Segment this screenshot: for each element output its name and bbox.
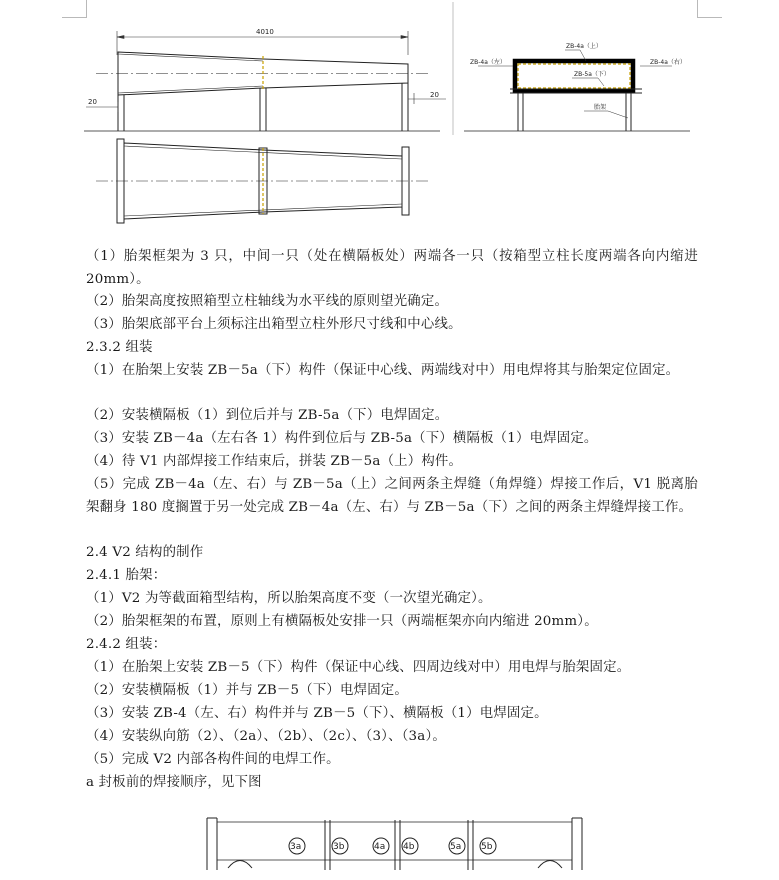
weld-label-4b: 4b (403, 842, 415, 852)
paragraph-6: （3）安装 ZB－4a（左右各 1）构件到位后与 ZB-5a（下）横隔板（1）电焊固定。 (86, 431, 598, 446)
paragraph-8: （5）完成 ZB－4a（左、右）与 ZB－5a（上）之间两条主焊缝（角焊缝）焊接工作后，V1 脱离胎架翻身 180 度搁置于另一处完成 ZB－4a（左、右）与 ZB－5a（下）之间的两条主焊缝焊接工作。 (86, 477, 698, 515)
label-zb4a-top: ZB-4a（上） (566, 43, 602, 50)
paragraph-3: （3）胎架底部平台上须标注出箱型立柱外形尺寸线和中心线。 (86, 317, 462, 332)
paragraph-11: （1）在胎架上安装 ZB－5（下）构件（保证中心线、四周边线对中）用电焊与胎架固定。 (86, 660, 631, 675)
label-zb5a-bottom: ZB-5a（下） (574, 71, 610, 78)
weld-label-5a: 5a (450, 842, 462, 852)
paragraph-16: a 封板前的焊接顺序，见下图 (86, 775, 262, 790)
figure-tapered-column (0, 0, 779, 240)
paragraph-10: （2）胎架框架的布置，原则上有横隔板处安排一只（两端框架亦向内缩进 20mm）。 (86, 614, 598, 629)
column-elevation (84, 52, 440, 131)
dimension-20-left-label: 20 (88, 98, 97, 106)
label-frame: 胎架 (594, 104, 607, 111)
paragraph-4: （1）在胎架上安装 ZB－5a（下）构件（保证中心线、两端线对中）用电焊将其与胎架定位固定。 (86, 363, 680, 378)
paragraph-9: （1）V2 为等截面箱型结构，所以胎架高度不变（一次望光确定）。 (86, 591, 492, 606)
section-heading-2-4: 2.4 V2 结构的制作 (86, 545, 204, 560)
paragraph-7: （4）待 V1 内部焊接工作结束后，拼装 ZB－5a（上）构件。 (86, 454, 463, 469)
dimension-20-right-label: 20 (430, 91, 439, 99)
paragraph-13: （3）安装 ZB-4（左、右）构件并与 ZB－5（下）、横隔板（1）电焊固定。 (86, 706, 548, 721)
weld-label-5b: 5b (481, 842, 493, 852)
dimension-20-right (408, 93, 446, 104)
weld-label-3b: 3b (333, 842, 345, 852)
section-heading-2-3-2: 2.3.2 组装 (86, 340, 153, 355)
paragraph-5: （2）安装横隔板（1）到位后并与 ZB-5a（下）电焊固定。 (86, 408, 449, 423)
paragraph-1: （1）胎架框架为 3 只，中间一只（处在横隔板处）两端各一只（按箱型立柱长度两端各向内缩进 20mm）。 (86, 249, 698, 287)
label-zb4a-right: ZB-4a（右） (650, 59, 686, 66)
section-heading-2-4-1: 2.4.1 胎架： (86, 568, 167, 583)
weld-label-3a: 3a (290, 842, 302, 852)
weld-label-4a: 4a (374, 842, 386, 852)
paragraph-15: （5）完成 V2 内部各构件间的电焊工作。 (86, 752, 340, 767)
paragraph-12: （2）安装横隔板（1）并与 ZB－5（下）电焊固定。 (86, 683, 408, 698)
section-heading-2-4-2: 2.4.2 组装： (86, 637, 167, 652)
paragraph-2: （2）胎架高度按照箱型立柱轴线为水平线的原则望光确定。 (86, 294, 449, 309)
column-plan (96, 139, 428, 223)
label-zb4a-left: ZB-4a（左） (470, 59, 506, 66)
paragraph-14: （4）安装纵向筋（2）、（2a）、（2b）、（2c）、（3）、（3a）。 (86, 729, 446, 744)
dimension-4010-label: 4010 (256, 28, 274, 36)
